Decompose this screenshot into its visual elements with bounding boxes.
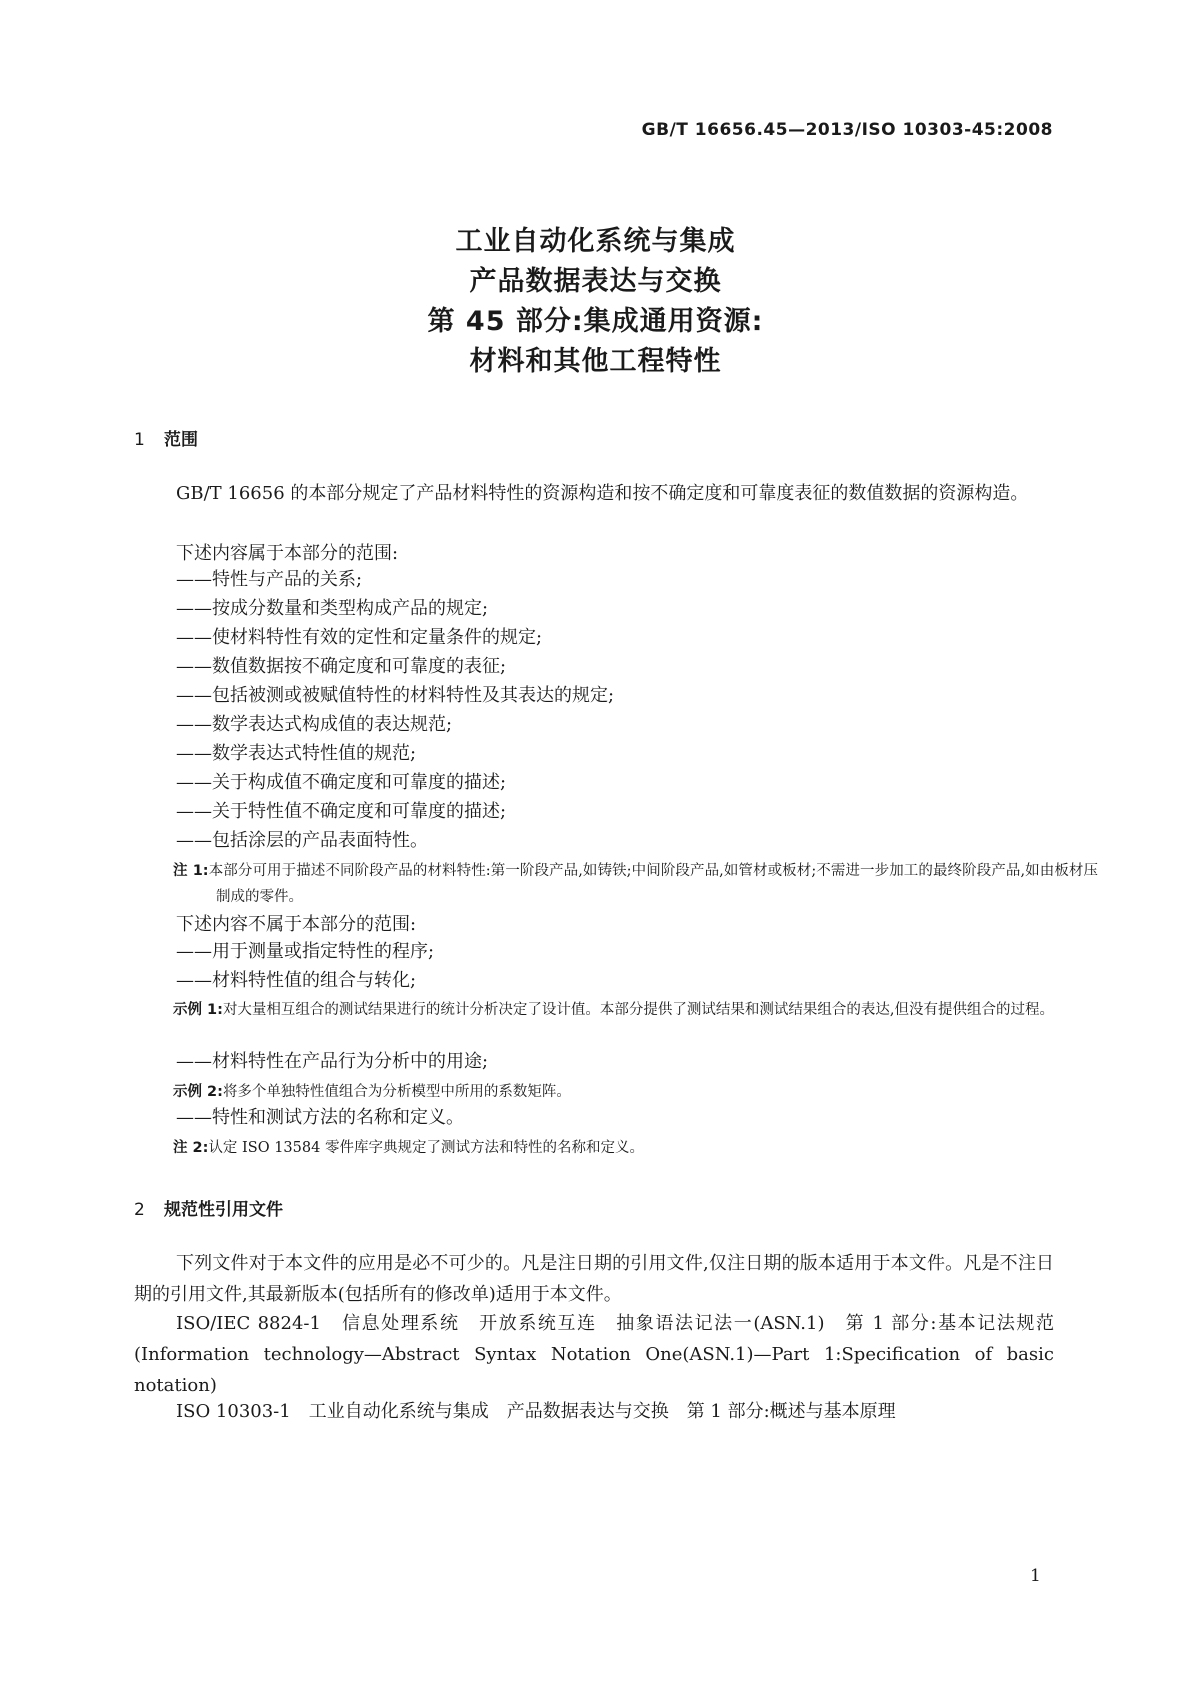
section-2-number: 2 bbox=[134, 1200, 145, 1220]
section-1-number: 1 bbox=[134, 430, 145, 450]
title-line-1: 工业自动化系统与集成 bbox=[455, 226, 736, 257]
example-1-label: 示例 1: bbox=[173, 1002, 223, 1018]
note-1 bbox=[173, 858, 1098, 910]
section-2-heading bbox=[134, 1195, 283, 1220]
list-item: ——包括被测或被赋值特性的材料特性及其表达的规定; bbox=[176, 685, 615, 706]
section-1-intro: GB/T 16656 的本部分规定了产品材料特性的资源构造和按不确定度和可靠度表征的数值数据的资源构造。 bbox=[176, 483, 1029, 504]
out-scope-lead: 下述内容不属于本部分的范围: bbox=[176, 914, 417, 935]
list-item: ——用于测量或指定特性的程序; bbox=[176, 941, 435, 962]
example-2 bbox=[173, 1079, 1055, 1105]
title-line-2: 产品数据表达与交换 bbox=[469, 266, 722, 297]
normative-reference: ISO/IEC 8824-1 信息处理系统 开放系统互连 抽象语法记法一(ASN.1) 第 1 部分:基本记法规范(Information technology—Abstract Syntax Notation One(ASN.1)—Part 1:Specification of basic notation) bbox=[134, 1313, 1054, 1396]
section-1-heading bbox=[134, 425, 198, 450]
page-number: 1 bbox=[1030, 1566, 1041, 1586]
section-2-title: 规范性引用文件 bbox=[164, 1200, 283, 1220]
list-item: ——数值数据按不确定度和可靠度的表征; bbox=[176, 656, 507, 677]
note-2-label: 注 2: bbox=[173, 1140, 209, 1156]
example-1-text: 对大量相互组合的测试结果进行的统计分析决定了设计值。本部分提供了测试结果和测试结果组合的表达,但没有提供组合的过程。 bbox=[222, 1002, 1055, 1018]
list-item: ——材料特性在产品行为分析中的用途; bbox=[176, 1051, 489, 1072]
normative-reference: ISO 10303-1 工业自动化系统与集成 产品数据表达与交换 第 1 部分:概述与基本原理 bbox=[176, 1401, 896, 1422]
list-item: ——使材料特性有效的定性和定量条件的规定; bbox=[176, 627, 543, 648]
list-item: ——按成分数量和类型构成产品的规定; bbox=[176, 598, 489, 619]
list-item: ——特性与产品的关系; bbox=[176, 569, 363, 590]
document-title bbox=[0, 222, 1191, 382]
list-item: ——数学表达式构成值的表达规范; bbox=[176, 714, 453, 735]
title-line-4: 材料和其他工程特性 bbox=[469, 346, 722, 377]
list-item: ——关于构成值不确定度和可靠度的描述; bbox=[176, 772, 507, 793]
title-line-3: 第 45 部分:集成通用资源: bbox=[427, 306, 764, 337]
note-1-text: 本部分可用于描述不同阶段产品的材料特性:第一阶段产品,如铸铁;中间阶段产品,如管材或板材;不需进一步加工的最终阶段产品,如由板材压制成的零件。 bbox=[208, 863, 1098, 905]
note-1-label: 注 1: bbox=[173, 863, 209, 879]
in-scope-lead: 下述内容属于本部分的范围: bbox=[176, 543, 399, 564]
section-2-intro: 下列文件对于本文件的应用是必不可少的。凡是注日期的引用文件,仅注日期的版本适用于本文件。凡是不注日期的引用文件,其最新版本(包括所有的修改单)适用于本文件。 bbox=[134, 1253, 1054, 1305]
list-item: ——材料特性值的组合与转化; bbox=[176, 970, 417, 991]
list-item: ——关于特性值不确定度和可靠度的描述; bbox=[176, 801, 507, 822]
note-2-text: 认定 ISO 13584 零件库字典规定了测试方法和特性的名称和定义。 bbox=[208, 1140, 644, 1156]
example-1 bbox=[134, 997, 1055, 1023]
example-2-label: 示例 2: bbox=[173, 1084, 223, 1100]
example-2-text: 将多个单独特性值组合为分析模型中所用的系数矩阵。 bbox=[222, 1084, 571, 1100]
note-2 bbox=[173, 1135, 1055, 1161]
list-item: ——特性和测试方法的名称和定义。 bbox=[176, 1107, 464, 1128]
list-item: ——数学表达式特性值的规范; bbox=[176, 743, 417, 764]
section-1-title: 范围 bbox=[164, 430, 198, 450]
standard-code-header: GB/T 16656.45—2013/ISO 10303-45:2008 bbox=[641, 120, 1053, 140]
list-item: ——包括涂层的产品表面特性。 bbox=[176, 830, 428, 851]
